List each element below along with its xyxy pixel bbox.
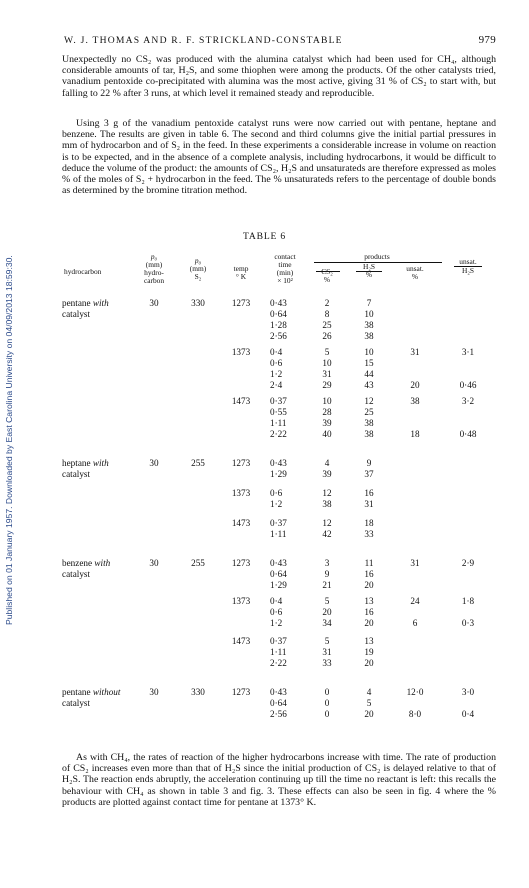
row-contact-time: 2·22 [270, 429, 287, 439]
row-p0-hydrocarbon: 30 [149, 558, 159, 568]
row-unsat: 18 [410, 429, 420, 439]
row-contact-time: 0·43 [270, 458, 287, 468]
row-contact-time: 1·2 [270, 618, 283, 628]
row-contact-time: 0·4 [270, 596, 283, 606]
header-p0-s2-symbol: p₀ [194, 256, 202, 265]
header-h2s-label: H₂S [362, 262, 376, 271]
row-hydrocarbon: catalyst [62, 469, 91, 479]
header-p0-s2-label: S₂ [194, 272, 202, 281]
row-unsat: 6 [412, 618, 418, 628]
row-h2s: 10 [364, 309, 374, 319]
row-cs2: 10 [322, 396, 332, 406]
row-cs2: 21 [322, 580, 332, 590]
row-h2s: 7 [366, 298, 372, 308]
download-notice: Published on 01 January 1957. Downloaded by East Carolina University on 04/09/2013 18:59:30. [4, 255, 14, 625]
row-hydrocarbon: pentane without [62, 687, 121, 697]
paragraph-1: Unexpectedly no CS₂ was produced with the alumina catalyst which had been used for CH₄, although considerable amounts of tar, H₂S, and some thiophen were among the products. Of the other catalysts tried, vanadium pentoxide co-precipitated with alumina was the most active, giving 31 % of CS₂ to start with, but falling to 22 % after 3 runs, at which level it remained steady and reproducible. [62, 54, 496, 99]
row-contact-time: 1·28 [270, 320, 287, 330]
row-hydrocarbon: pentane with [62, 298, 109, 308]
header-temp [223, 265, 259, 281]
row-unsat: 20 [410, 380, 420, 390]
row-contact-time: 0·6 [270, 488, 283, 498]
row-contact-time: 1·2 [270, 499, 283, 509]
row-temperature: 1273 [231, 558, 251, 568]
header-unsat-unit: % [411, 272, 419, 281]
row-h2s: 16 [364, 488, 374, 498]
row-contact-time: 2·56 [270, 331, 287, 341]
row-h2s: 12 [364, 396, 374, 406]
header-products: products [364, 252, 390, 261]
row-temperature: 1273 [231, 458, 251, 468]
header-temp-unit: ° K [235, 272, 247, 281]
row-temperature: 1473 [231, 396, 251, 406]
row-contact-time: 1·11 [270, 647, 287, 657]
row-unsat: 31 [410, 347, 420, 357]
row-contact-time: 1·11 [270, 529, 287, 539]
row-p0-s2: 255 [191, 458, 205, 468]
row-h2s: 38 [364, 418, 374, 428]
row-unsat-h2s: 2·9 [461, 558, 475, 568]
row-cs2: 40 [322, 429, 332, 439]
row-contact-time: 0·55 [270, 407, 287, 417]
row-cs2: 8 [324, 309, 330, 319]
row-contact-time: 0·6 [270, 607, 283, 617]
row-contact-time: 1·11 [270, 418, 287, 428]
row-hydrocarbon: heptane with [62, 458, 109, 468]
row-cs2: 0 [324, 687, 330, 697]
row-temperature: 1373 [231, 488, 251, 498]
row-h2s: 9 [366, 458, 372, 468]
row-cs2: 31 [322, 647, 332, 657]
header-contact-l4: × 10² [277, 276, 293, 285]
row-cs2: 4 [324, 458, 330, 468]
row-temperature: 1473 [231, 636, 251, 646]
row-p0-hydrocarbon: 30 [149, 298, 159, 308]
row-contact-time: 0·43 [270, 298, 287, 308]
row-p0-hydrocarbon: 30 [149, 687, 159, 697]
row-cs2: 31 [322, 369, 332, 379]
row-unsat-h2s: 3·2 [461, 396, 475, 406]
row-cs2: 42 [322, 529, 332, 539]
header-authors: W. J. THOMAS AND R. F. STRICKLAND-CONSTABLE [64, 35, 343, 46]
row-cs2: 33 [322, 658, 332, 668]
header-contact-l2: time [278, 260, 292, 269]
row-unsat: 38 [410, 396, 420, 406]
row-contact-time: 1·2 [270, 369, 283, 379]
row-p0-s2: 330 [191, 298, 205, 308]
row-h2s: 4 [366, 687, 372, 697]
row-h2s: 37 [364, 469, 374, 479]
row-cs2: 29 [322, 380, 332, 390]
row-hydrocarbon: catalyst [62, 569, 91, 579]
row-contact-time: 0·37 [270, 636, 287, 646]
row-hydrocarbon: benzene with [62, 558, 111, 568]
row-cs2: 39 [322, 469, 332, 479]
row-temperature: 1273 [231, 298, 251, 308]
row-temperature: 1373 [231, 596, 251, 606]
row-contact-time: 1·29 [270, 580, 287, 590]
row-hydrocarbon: catalyst [62, 698, 91, 708]
header-unsat [398, 265, 432, 281]
row-temperature: 1473 [231, 518, 251, 528]
products-rule [314, 262, 442, 263]
row-h2s: 10 [364, 347, 374, 357]
header-unsat-h2s-den: H₂S [461, 266, 475, 275]
row-contact-time: 0·64 [270, 569, 287, 579]
row-cs2: 5 [324, 347, 330, 357]
header-cs2-label: CS₂ [321, 267, 333, 276]
row-h2s: 5 [366, 698, 372, 708]
row-cs2: 0 [324, 698, 330, 708]
row-h2s: 16 [364, 607, 374, 617]
h2s-rule [356, 271, 382, 272]
row-h2s: 13 [364, 596, 374, 606]
row-h2s: 20 [364, 709, 374, 719]
row-contact-time: 0·6 [270, 358, 283, 368]
header-p0-hc-line2: carbon [143, 276, 165, 285]
row-h2s: 13 [364, 636, 374, 646]
row-cs2: 12 [322, 518, 332, 528]
row-unsat: 24 [410, 596, 420, 606]
header-p0-s2-unit: (mm) [189, 264, 207, 273]
row-h2s: 43 [364, 380, 374, 390]
header-hydrocarbon: hydrocarbon [64, 267, 102, 276]
row-h2s: 33 [364, 529, 374, 539]
header-unsat-label: unsat. [406, 264, 424, 273]
row-h2s: 20 [364, 618, 374, 628]
row-contact-time: 1·29 [270, 469, 287, 479]
row-unsat-h2s: 1·8 [461, 596, 475, 606]
running-header [64, 34, 496, 46]
row-cs2: 5 [324, 596, 330, 606]
page-number: 979 [478, 34, 496, 46]
header-p0-hc-unit: (mm) [145, 260, 163, 269]
header-unsat-h2s-num: unsat. [454, 258, 482, 267]
row-contact-time: 0·37 [270, 518, 287, 528]
row-h2s: 38 [364, 320, 374, 330]
row-contact-time: 2·56 [270, 709, 287, 719]
row-h2s: 15 [364, 358, 374, 368]
header-temp-label: temp [233, 264, 249, 273]
row-unsat-h2s: 0·4 [461, 709, 475, 719]
row-unsat-h2s: 3·1 [461, 347, 475, 357]
row-contact-time: 0·64 [270, 309, 287, 319]
row-contact-time: 0·43 [270, 558, 287, 568]
row-cs2: 26 [322, 331, 332, 341]
row-unsat: 8·0 [408, 709, 422, 719]
row-contact-time: 2·22 [270, 658, 287, 668]
paragraph-2: Using 3 g of the vanadium pentoxide catalyst runs were now carried out with pentane, heptane and benzene. The results are given in table 6. The second and third columns give the initial partial pressures in mm of hydrocarbon and of S₂ in the feed. In these experiments a considerable increase in volume on reaction is to be expected, and in the absence of a complete analysis, including hydrocarbons, it would be difficult to deduce the volume of the product: the amounts of CS₂, H₂S and unsaturateds are therefore expressed as moles % of the moles of S₂ + hydrocarbon in the feed. The % unsaturateds refers to the percentage of double bonds as determined by the bromine titration method. [62, 118, 496, 197]
row-cs2: 20 [322, 607, 332, 617]
row-h2s: 31 [364, 499, 374, 509]
row-p0-s2: 255 [191, 558, 205, 568]
row-cs2: 12 [322, 488, 332, 498]
row-unsat: 12·0 [406, 687, 424, 697]
cs2-rule [316, 271, 340, 272]
row-h2s: 38 [364, 429, 374, 439]
header-p0-hc-line1: hydro- [144, 268, 164, 277]
header-contact-l1: contact [274, 252, 296, 261]
header-contact-l3: (min) [276, 268, 294, 277]
table-header [0, 253, 529, 287]
row-h2s: 18 [364, 518, 374, 528]
row-cs2: 5 [324, 636, 330, 646]
header-p0-hydrocarbon [138, 253, 170, 285]
header-contact [264, 253, 306, 285]
row-contact-time: 0·4 [270, 347, 283, 357]
row-unsat-h2s: 0·3 [461, 618, 475, 628]
row-temperature: 1373 [231, 347, 251, 357]
row-cs2: 34 [322, 618, 332, 628]
header-p0-s2 [182, 257, 214, 281]
header-unsat-h2s [448, 258, 488, 275]
row-h2s: 20 [364, 580, 374, 590]
header-cs2-unit: % [323, 275, 331, 284]
row-unsat: 31 [410, 558, 420, 568]
row-cs2: 28 [322, 407, 332, 417]
header-h2s-unit: % [365, 270, 373, 279]
row-h2s: 16 [364, 569, 374, 579]
row-cs2: 2 [324, 298, 330, 308]
paragraph-3: As with CH₄, the rates of reaction of the higher hydrocarbons increase with time. The rate of production of CS₂ increases even more than that of H₂S since the initial production of CS₂ is delayed relative to that of H₂S. The reaction ends abruptly, the acceleration continuing up till the time no reactant is left: this recalls the behaviour with CH₄ as shown in table 3 and fig. 3. These effects can also be seen in fig. 4 where the % products are plotted against contact time for pentane at 1373° K. [62, 752, 496, 808]
row-p0-hydrocarbon: 30 [149, 458, 159, 468]
row-cs2: 25 [322, 320, 332, 330]
row-contact-time: 2·4 [270, 380, 283, 390]
row-p0-s2: 330 [191, 687, 205, 697]
header-p0-hc-symbol: p₀ [150, 252, 158, 261]
row-h2s: 44 [364, 369, 374, 379]
row-h2s: 25 [364, 407, 374, 417]
table-caption: TABLE 6 [243, 231, 286, 242]
row-cs2: 0 [324, 709, 330, 719]
row-cs2: 3 [324, 558, 330, 568]
row-h2s: 11 [364, 558, 374, 568]
row-unsat-h2s: 0·48 [459, 429, 477, 439]
row-contact-time: 0·43 [270, 687, 287, 697]
row-contact-time: 0·64 [270, 698, 287, 708]
row-unsat-h2s: 0·46 [459, 380, 477, 390]
row-h2s: 20 [364, 658, 374, 668]
row-h2s: 19 [364, 647, 374, 657]
row-h2s: 38 [364, 331, 374, 341]
row-temperature: 1273 [231, 687, 251, 697]
row-cs2: 38 [322, 499, 332, 509]
row-unsat-h2s: 3·0 [461, 687, 475, 697]
row-hydrocarbon: catalyst [62, 309, 91, 319]
row-cs2: 10 [322, 358, 332, 368]
row-contact-time: 0·37 [270, 396, 287, 406]
row-cs2: 39 [322, 418, 332, 428]
row-cs2: 9 [324, 569, 330, 579]
